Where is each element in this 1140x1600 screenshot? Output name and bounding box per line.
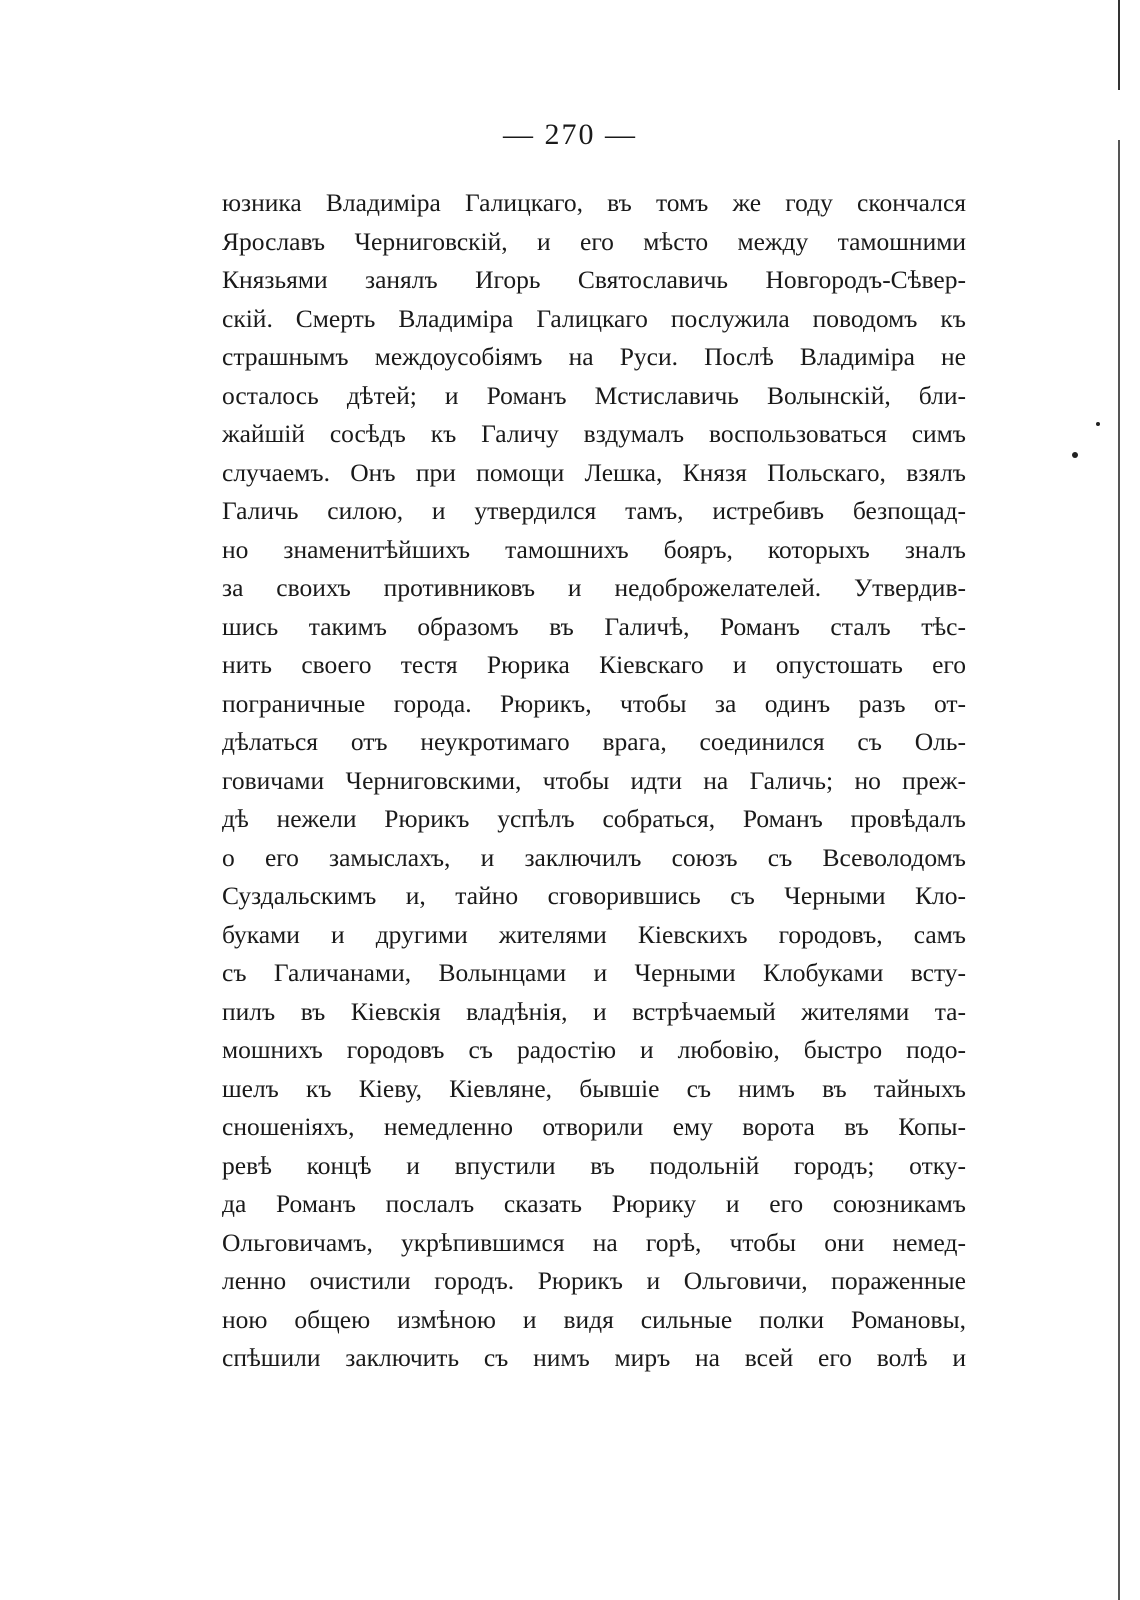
text-line: ленно очистили городъ. Рюрикъ и Ольговичи, пораженные <box>222 1266 966 1295</box>
text-line: Суздальскимъ и, тайно сговорившись съ Черными Кло- <box>222 881 966 910</box>
text-line: съ Галичанами, Волынцами и Черными Клобуками всту- <box>222 958 966 987</box>
text-line: да Романъ послалъ сказать Рюрику и его союзникамъ <box>222 1189 966 1218</box>
text-line: спѣшили заключить съ нимъ миръ на всей его волѣ и <box>222 1343 966 1372</box>
text-line: Ольговичамъ, укрѣпившимся на горѣ, чтобы они немед- <box>222 1227 966 1257</box>
page-number: — 270 — <box>503 118 637 151</box>
text-line: Ярославъ Черниговскій, и его мѣсто между тамошними <box>222 226 966 256</box>
text-line: жайшій сосѣдъ къ Галичу вздумалъ воспользоваться симъ <box>222 419 966 448</box>
text-line: дѣлаться отъ неукротимаго врага, соединился съ Оль- <box>222 727 966 756</box>
text-line: страшнымъ междоусобіямъ на Руси. Послѣ Владиміра не <box>222 342 966 371</box>
text-line: шись такимъ образомъ въ Галичѣ, Романъ сталъ тѣс- <box>222 611 966 641</box>
text-line: пилъ въ Кіевскія владѣнія, и встрѣчаемый жителями та- <box>222 996 966 1026</box>
text-line: сношеніяхъ, немедленно отворили ему ворота въ Копы- <box>222 1112 966 1141</box>
text-line: мошнихъ городовъ съ радостію и любовію, быстро подо- <box>222 1035 966 1064</box>
text-line: осталось дѣтей; и Романъ Мстиславичь Волынскій, бли- <box>222 380 966 410</box>
scan-speck <box>1072 452 1078 458</box>
scan-speck <box>1096 422 1100 426</box>
text-line: скій. Смерть Владиміра Галицкаго послужила поводомъ къ <box>222 303 966 333</box>
scan-edge-line <box>1118 0 1120 1600</box>
text-line: шелъ къ Кіеву, Кіевляне, бывшіе съ нимъ въ тайныхъ <box>222 1073 966 1103</box>
text-line: за своихъ противниковъ и недоброжелателей. Утвердив- <box>222 573 966 602</box>
text-line: буками и другими жителями Кіевскихъ городовъ, самъ <box>222 919 966 949</box>
text-line: но знаменитѣйшихъ тамошнихъ бояръ, которыхъ зналъ <box>222 534 966 564</box>
text-line: случаемъ. Онъ при помощи Лешка, Князя Польскаго, взялъ <box>222 457 966 487</box>
text-line: пограничные города. Рюрикъ, чтобы за одинъ разъ от- <box>222 688 966 718</box>
text-line: Галичь силою, и утвердился тамъ, истребивъ безпощад- <box>222 496 966 525</box>
text-line: юзника Владиміра Галицкаго, въ томъ же году скончался <box>222 188 966 217</box>
text-line: о его замыслахъ, и заключилъ союзъ съ Всеволодомъ <box>222 842 966 872</box>
text-line: ною общею измѣною и видя сильные полки Романовы, <box>222 1304 966 1334</box>
text-line: дѣ нежели Рюрикъ успѣлъ собраться, Романъ провѣдалъ <box>222 804 966 833</box>
text-line: Князьями занялъ Игорь Святославичь Новгородъ-Сѣвер- <box>222 265 966 294</box>
body-text <box>222 184 966 1378</box>
text-line: говичами Черниговскими, чтобы идти на Галичь; но преж- <box>222 765 966 795</box>
text-line: ревѣ концѣ и впустили въ подольній городъ; отку- <box>222 1150 966 1180</box>
text-line: нить своего тестя Рюрика Кіевскаго и опустошать его <box>222 650 966 679</box>
